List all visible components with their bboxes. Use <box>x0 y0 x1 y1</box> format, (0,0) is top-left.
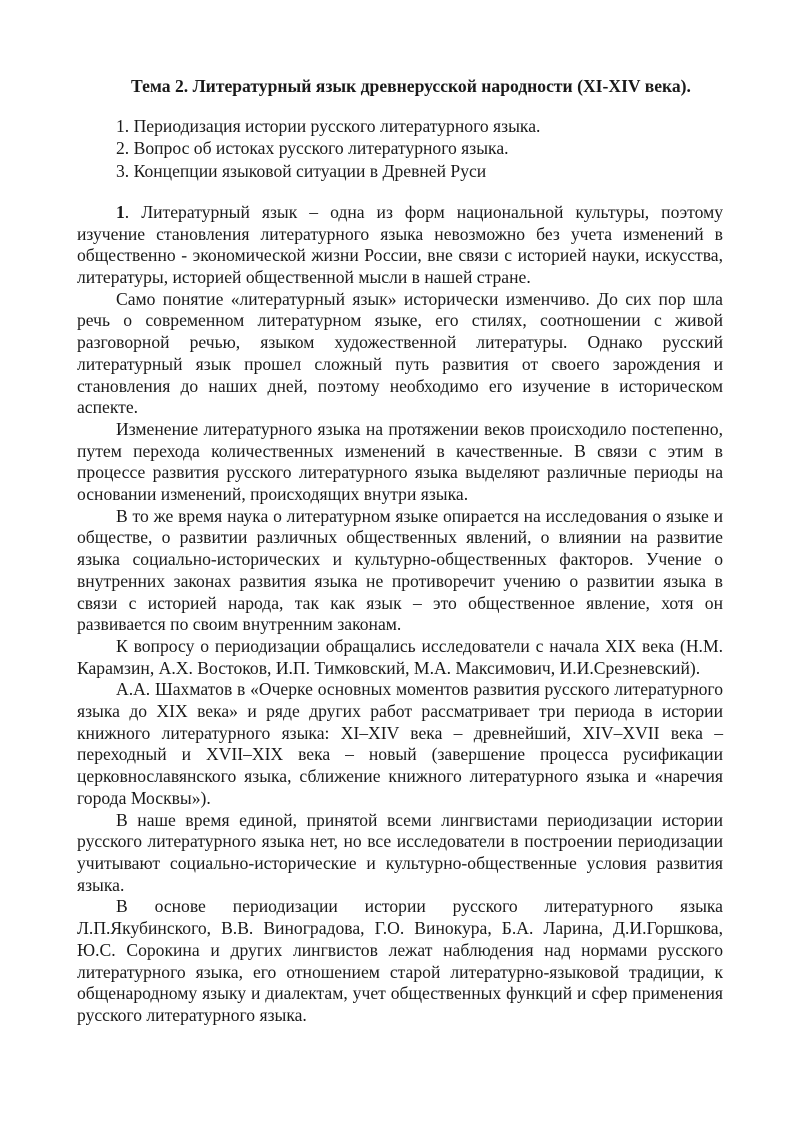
paragraph <box>77 202 723 289</box>
paragraph-text: . Литературный язык – одна из форм национальной культуры, поэтому изучение становления литературного языка невозможно без учета изменений в общественно - экономической жизни России, вне связи с историей науки, искусства, литературы, историей общественной мысли в нашей стране. <box>77 201 723 287</box>
paragraph: А.А. Шахматов в «Очерке основных моментов развития русского литературного языка до XIX века» и ряде других работ рассматривает три периода в истории книжного литературного языка: XI–XIV века – древнейший, XIV–XVII века – переходный и XVII–XIX века – новый (завершение процесса русификации церковнославянского языка, сближение книжного литературного языка и «наречия города Москвы»). <box>77 679 723 808</box>
document-page <box>77 74 723 1027</box>
outline-item: 3. Концепции языковой ситуации в Древней Руси <box>116 160 487 181</box>
paragraph: К вопросу о периодизации обращались исследователи с начала XIX века (Н.М. Карамзин, А.Х. Востоков, И.П. Тимковский, М.А. Максимович, И.И.Срезневский). <box>77 635 723 678</box>
outline-item: 1. Периодизация истории русского литературного языка. <box>116 116 541 136</box>
paragraph: Само понятие «литературный язык» исторически изменчиво. До сих пор шла речь о современном литературном языке, его стилях, соотношении с живой разговорной речью, языком художественной литературы. Однако русский литературный язык прошел сложный путь развития от своего зарождения и становления до наших дней, поэтому необходимо его изучение в историческом аспекте. <box>77 288 723 418</box>
paragraph: Изменение литературного языка на протяжении веков происходило постепенно, путем перехода количественных изменений в качественные. В связи с этим в процессе развития русского литературного языка выделяют различные периоды на основании изменений, происходящих внутри языка. <box>77 418 723 505</box>
topic-outline <box>77 115 723 182</box>
outline-item: 2. Вопрос об истоках русского литературного языка. <box>116 138 509 159</box>
paragraph: В то же время наука о литературном языке опирается на исследования о языке и обществе, о развитии различных общественных явлений, о влиянии на развитие языка социально-исторических и культурно-общественных факторов. Учение о внутренних законах развития языка не противоречит учению о развитии языка в связи с историей народа, так как язык – это общественное явление, хотя он развивается по своим внутренним законам. <box>77 505 723 635</box>
paragraph: В наше время единой, принятой всеми лингвистами периодизации истории русского литературного языка нет, но все исследователи в построении периодизации учитывают социально-исторические и культурно-общественные условия развития языка. <box>77 809 723 895</box>
document-title: Тема 2. Литературный язык древнерусской народности (XI-XIV века). <box>131 76 691 96</box>
section-number: 1 <box>116 201 125 222</box>
body-text <box>77 202 723 1027</box>
paragraph: В основе периодизации истории русского литературного языка Л.П.Якубинского, В.В. Виноградова, Г.О. Винокура, Б.А. Ларина, Д.И.Горшкова, Ю.С. Сорокина и других лингвистов лежат наблюдения над нормами русского литературного языка, его отношением старой литературно-языковой традиции, к общенародному языку и диалектам, учет общественных функций и сфер применения русского литературного языка. <box>77 896 723 1025</box>
